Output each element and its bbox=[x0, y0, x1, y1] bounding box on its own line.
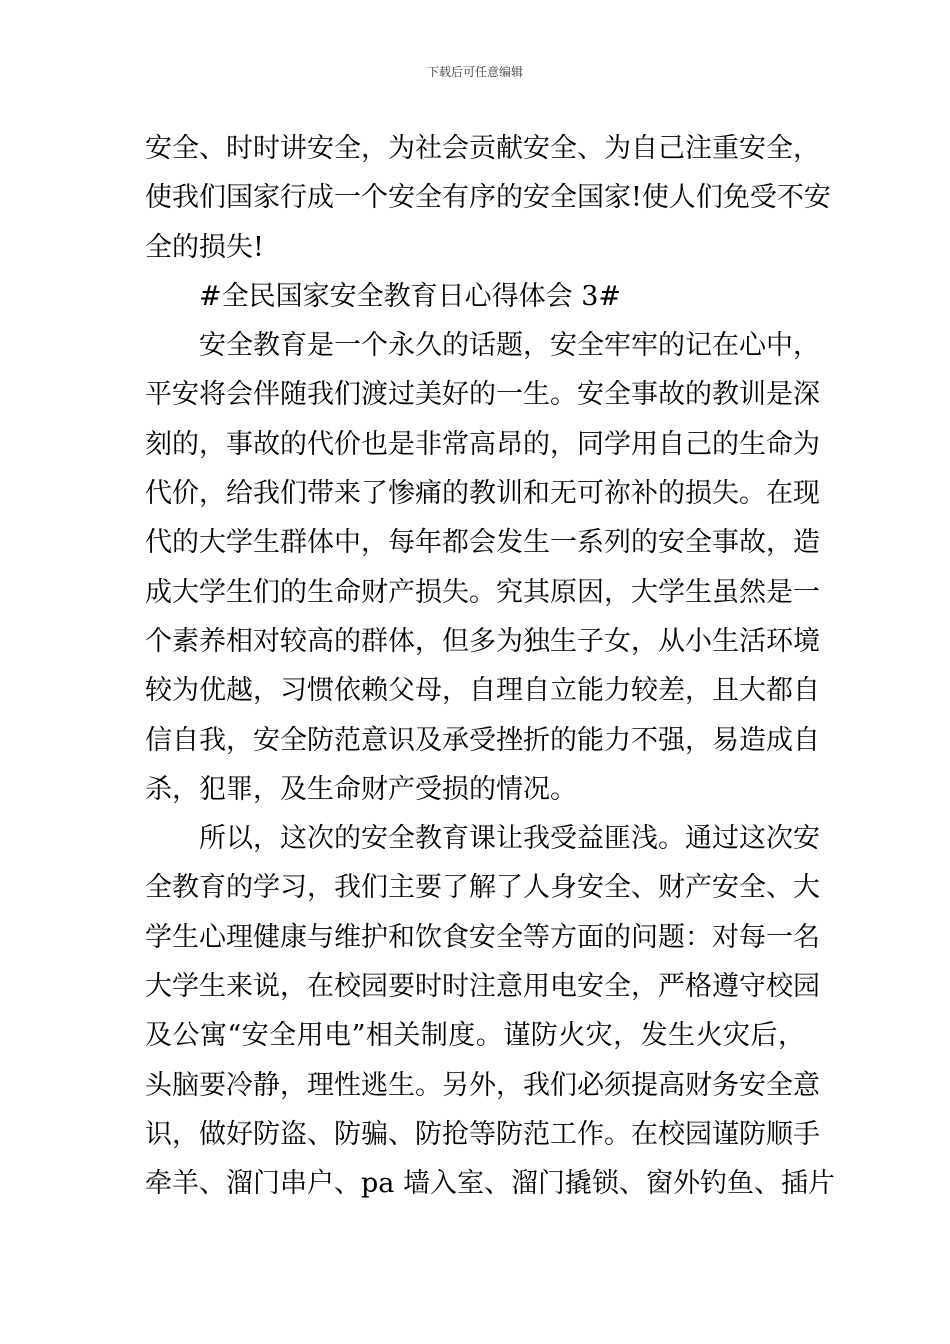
text-line: 识，做好防盗、防骗、防抢等防范工作。在校园谨防顺手 bbox=[145, 1118, 820, 1150]
section-heading: #全民国家安全教育日心得体会 3# bbox=[199, 280, 622, 312]
text-line: 较为优越，习惯依赖父母，自理自立能力较差，且大都自 bbox=[145, 675, 820, 707]
page-header-note: 下载后可任意编辑 bbox=[426, 65, 523, 79]
text-line: 信自我，安全防范意识及承受挫折的能力不强，易造成自 bbox=[145, 724, 820, 756]
text-line: 学生心理健康与维护和饮食安全等方面的问题：对每一名 bbox=[145, 921, 820, 953]
text-line: 成大学生们的生命财产损失。究其原因，大学生虽然是一 bbox=[145, 576, 820, 608]
text-line: 代的大学生群体中，每年都会发生一系列的安全事故，造 bbox=[145, 527, 820, 559]
text-line: 安全、时时讲安全，为社会贡献安全、为自己注重安全， bbox=[145, 133, 820, 164]
text-line: 牵羊、溜门串户、pa 墙入室、溜门撬锁、窗外钓鱼、插片 bbox=[145, 1168, 835, 1200]
text-line: 全教育的学习，我们主要了解了人身安全、财产安全、大 bbox=[145, 872, 820, 904]
document-body bbox=[145, 124, 835, 1209]
text-line: 及公寓“安全用电”相关制度。谨防火灾，发生火灾后， bbox=[145, 1020, 805, 1052]
text-line: 个素养相对较高的群体，但多为独生子女，从小生活环境 bbox=[145, 625, 820, 657]
text-line: 大学生来说，在校园要时时注意用电安全，严格遵守校园 bbox=[145, 971, 820, 1003]
paragraph-first-line: 安全教育是一个永久的话题，安全牢牢的记在心中， bbox=[199, 330, 820, 362]
text-line: 使我们国家行成一个安全有序的安全国家!使人们免受不安 bbox=[145, 182, 831, 214]
text-line: 头脑要冷静，理性逃生。另外，我们必须提高财务安全意 bbox=[145, 1069, 820, 1101]
text-line: 平安将会伴随我们渡过美好的一生。安全事故的教训是深 bbox=[145, 379, 820, 411]
text-line: 杀，犯罪，及生命财产受损的情况。 bbox=[145, 773, 577, 805]
text-line: 代价，给我们带来了惨痛的教训和无可祢补的损失。在现 bbox=[145, 478, 820, 510]
text-line: 刻的，事故的代价也是非常高昂的，同学用自己的生命为 bbox=[145, 428, 820, 460]
text-line: 全的损失! bbox=[145, 231, 264, 263]
paragraph-first-line: 所以，这次的安全教育课让我受益匪浅。通过这次安 bbox=[199, 823, 820, 855]
